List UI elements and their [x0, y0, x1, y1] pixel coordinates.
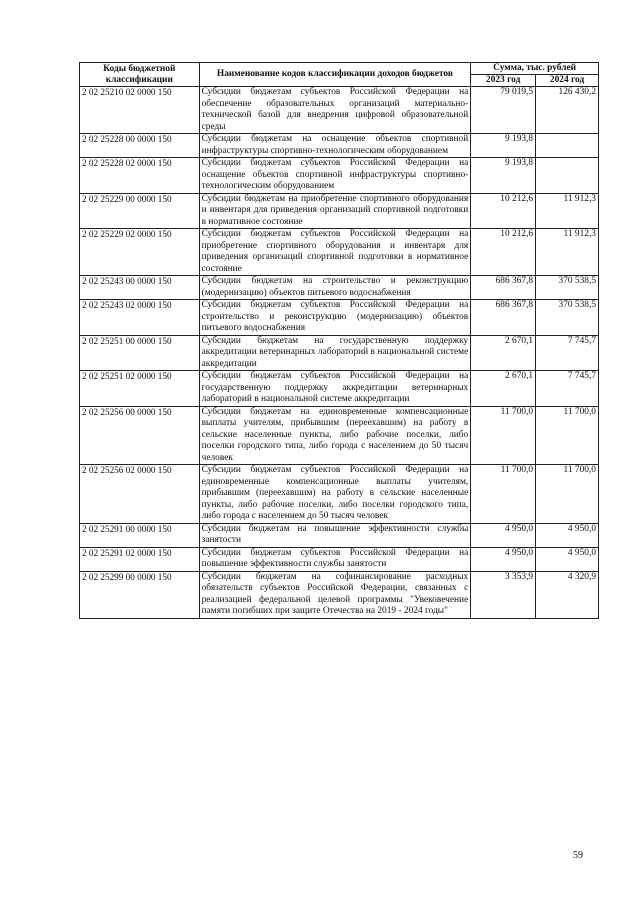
code-cell: 2 02 25299 00 0000 150	[80, 571, 200, 618]
amount-2024-cell: 7 745,7	[536, 335, 599, 371]
name-cell: Субсидии бюджетам на единовременные компенсационные выплаты учителям, прибывшим (переехавшим) на работу в сельские населенные пункты, либо рабочие поселки, либо поселки городского типа, либо города с населением до 50 тысяч человек	[199, 406, 471, 465]
code-cell: 2 02 25291 00 0000 150	[80, 523, 200, 547]
table-row	[80, 547, 599, 571]
table-row	[80, 276, 599, 300]
table-row	[80, 87, 599, 134]
amount-2023-cell: 10 212,6	[471, 229, 536, 276]
name-cell: Субсидии бюджетам субъектов Российской Федерации на единовременные компенсационные выплаты учителям, прибывшим (переехавшим) на работу в сельские населенные пункты, либо рабочие поселки, либо поселки городского типа, либо города с населением до 50 тысяч человек	[199, 465, 471, 524]
table-row	[80, 406, 599, 465]
amount-2023-cell: 2 670,1	[471, 335, 536, 371]
amount-2023-cell: 79 019,5	[471, 87, 536, 134]
amount-2024-cell	[536, 158, 599, 194]
table-row	[80, 134, 599, 158]
name-cell: Субсидии бюджетам субъектов Российской Федерации на строительство и реконструкцию (модернизацию) объектов питьевого водоснабжения	[199, 300, 471, 336]
amount-2024-cell: 126 430,2	[536, 87, 599, 134]
code-cell: 2 02 25243 02 0000 150	[80, 300, 200, 336]
amount-2023-cell: 2 670,1	[471, 371, 536, 407]
amount-2023-cell: 9 193,8	[471, 134, 536, 158]
table-row	[80, 300, 599, 336]
header-row	[80, 63, 599, 75]
amount-2024-cell	[536, 134, 599, 158]
amount-2023-cell: 10 212,6	[471, 193, 536, 229]
name-cell: Субсидии бюджетам на приобретение спортивного оборудования и инвентаря для приведения организаций спортивной подготовки в нормативное состояние	[199, 193, 471, 229]
table-row	[80, 371, 599, 407]
name-cell: Субсидии бюджетам на повышение эффективности службы занятости	[199, 523, 471, 547]
name-cell: Субсидии бюджетам на государственную поддержку аккредитации ветеринарных лабораторий в национальной системе аккредитации	[199, 335, 471, 371]
amount-2024-cell: 11 700,0	[536, 406, 599, 465]
header-sum: Сумма, тыс. рублей	[471, 63, 599, 75]
table-row	[80, 158, 599, 194]
amount-2024-cell: 4 950,0	[536, 523, 599, 547]
code-cell: 2 02 25251 00 0000 150	[80, 335, 200, 371]
page-number: 59	[573, 850, 583, 861]
name-cell: Субсидии бюджетам субъектов Российской Федерации на оснащение объектов спортивной инфраструктуры спортивно-технологическим оборудованием	[199, 158, 471, 194]
name-cell: Субсидии бюджетам субъектов Российской Федерации на повышение эффективности службы занятости	[199, 547, 471, 571]
code-cell: 2 02 25256 00 0000 150	[80, 406, 200, 465]
amount-2023-cell: 9 193,8	[471, 158, 536, 194]
amount-2024-cell: 11 700,0	[536, 465, 599, 524]
code-cell: 2 02 25251 02 0000 150	[80, 371, 200, 407]
name-cell: Субсидии бюджетам субъектов Российской Федерации на государственную поддержку аккредитации ветеринарных лабораторий в национальной системе аккредитации	[199, 371, 471, 407]
code-cell: 2 02 25229 02 0000 150	[80, 229, 200, 276]
name-cell: Субсидии бюджетам на строительство и реконструкцию (модернизацию) объектов питьевого водоснабжения	[199, 276, 471, 300]
code-cell: 2 02 25228 02 0000 150	[80, 158, 200, 194]
amount-2023-cell: 686 367,8	[471, 300, 536, 336]
table-row	[80, 571, 599, 618]
table-row	[80, 465, 599, 524]
header-year-2023: 2023 год	[471, 75, 536, 87]
amount-2024-cell: 11 912,3	[536, 193, 599, 229]
code-cell: 2 02 25291 02 0000 150	[80, 547, 200, 571]
code-cell: 2 02 25228 00 0000 150	[80, 134, 200, 158]
table-row	[80, 523, 599, 547]
amount-2023-cell: 11 700,0	[471, 406, 536, 465]
header-year-2024: 2024 год	[536, 75, 599, 87]
budget-revenue-table	[79, 62, 599, 619]
table-row	[80, 229, 599, 276]
name-cell: Субсидии бюджетам субъектов Российской Федерации на приобретение спортивного оборудования и инвентаря для приведения организаций спортивной подготовки в нормативное состояние	[199, 229, 471, 276]
amount-2024-cell: 7 745,7	[536, 371, 599, 407]
header-codes: Коды бюджетной классификации	[80, 63, 200, 87]
code-cell: 2 02 25243 00 0000 150	[80, 276, 200, 300]
amount-2023-cell: 11 700,0	[471, 465, 536, 524]
name-cell: Субсидии бюджетам на оснащение объектов спортивной инфраструктуры спортивно-технологическим оборудованием	[199, 134, 471, 158]
amount-2024-cell: 4 950,0	[536, 547, 599, 571]
code-cell: 2 02 25210 02 0000 150	[80, 87, 200, 134]
amount-2024-cell: 370 538,5	[536, 276, 599, 300]
amount-2024-cell: 11 912,3	[536, 229, 599, 276]
amount-2023-cell: 686 367,8	[471, 276, 536, 300]
amount-2023-cell: 4 950,0	[471, 547, 536, 571]
table-row	[80, 335, 599, 371]
table-row	[80, 193, 599, 229]
amount-2024-cell: 4 320,9	[536, 571, 599, 618]
amount-2023-cell: 4 950,0	[471, 523, 536, 547]
code-cell: 2 02 25256 02 0000 150	[80, 465, 200, 524]
amount-2024-cell: 370 538,5	[536, 300, 599, 336]
header-names: Наименование кодов классификации доходов бюджетов	[199, 63, 471, 87]
code-cell: 2 02 25229 00 0000 150	[80, 193, 200, 229]
name-cell: Субсидии бюджетам субъектов Российской Федерации на обеспечение образовательных организаций материально-технической базой для внедрения цифровой образовательной среды	[199, 87, 471, 134]
name-cell: Субсидии бюджетам на софинансирование расходных обязательств субъектов Российской Федерации, связанных с реализацией федеральной целевой программы "Увековечение памяти погибших при защите Отечества на 2019 - 2024 годы"	[199, 571, 471, 618]
amount-2023-cell: 3 353,9	[471, 571, 536, 618]
